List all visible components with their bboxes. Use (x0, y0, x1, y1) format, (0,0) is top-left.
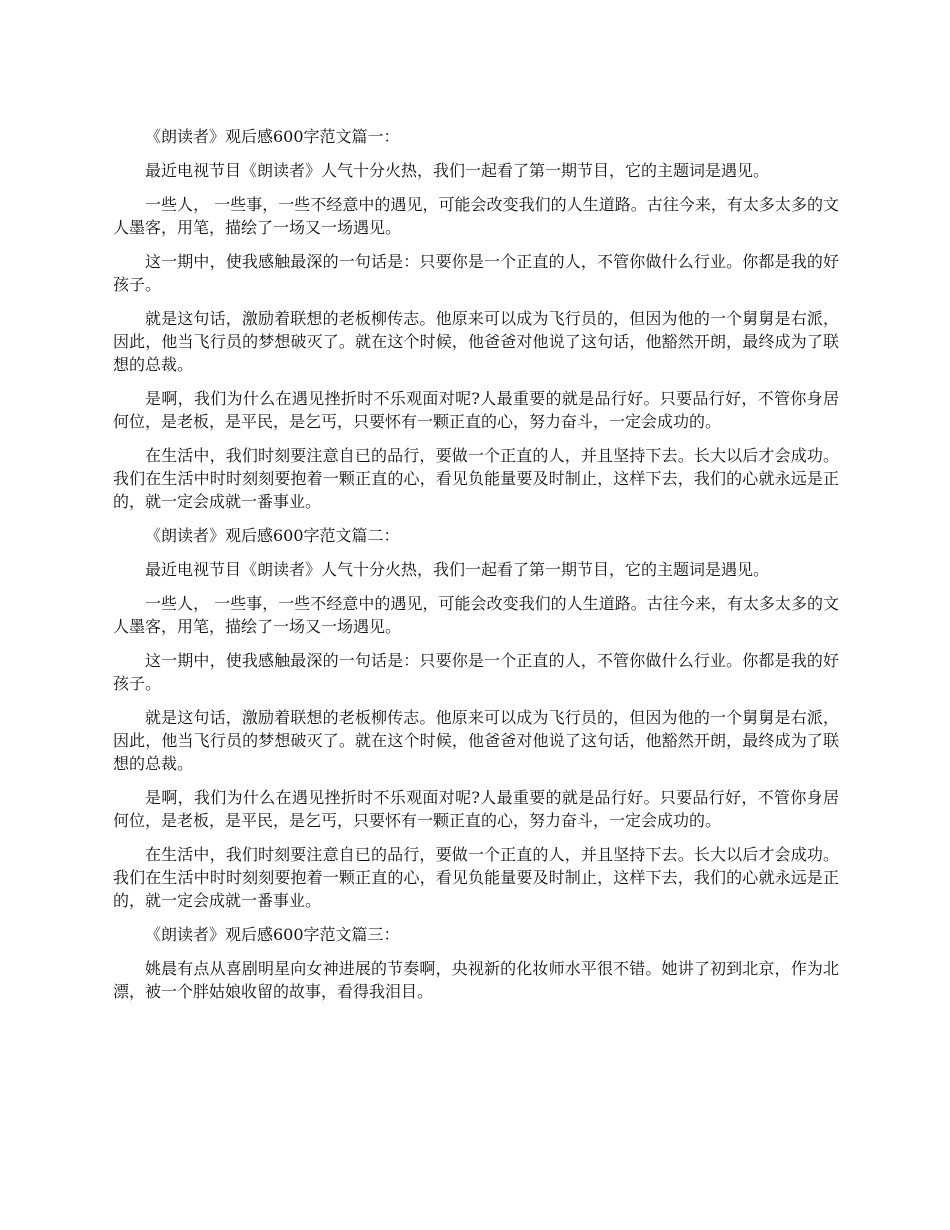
paragraph: 最近电视节目《朗读者》人气十分火热，我们一起看了第一期节目，它的主题词是遇见。 (145, 560, 770, 579)
paragraph: 是啊，我们为什么在遇见挫折时不乐观面对呢?人最重要的就是品行好。只要品行好，不管你身居何位，是老板，是平民，是乞丐，只要怀有一颗正直的心，努力奋斗，一定会成功的。 (113, 788, 839, 830)
paragraph: 这一期中，使我感触最深的一句话是：只要你是一个正直的人，不管你做什么行业。你都是我的好孩子。 (113, 252, 839, 294)
paragraph: 是啊，我们为什么在遇见挫折时不乐观面对呢?人最重要的就是品行好。只要品行好，不管你身居何位，是老板，是平民，是乞丐，只要怀有一颗正直的心，努力奋斗，一定会成功的。 (113, 389, 839, 431)
paragraph: 在生活中，我们时刻要注意自已的品行，要做一个正直的人，并且坚持下去。长大以后才会成功。我们在生活中时时刻刻要抱着一颗正直的心，看见负能量要及时制止，这样下去，我们的心就永远是正的，就一定会成就一番事业。 (113, 446, 839, 511)
section-heading-2: 《朗读者》观后感600字范文篇二： (145, 526, 400, 545)
paragraph: 最近电视节目《朗读者》人气十分火热，我们一起看了第一期节目，它的主题词是遇见。 (145, 161, 770, 180)
paragraph: 在生活中，我们时刻要注意自已的品行，要做一个正直的人，并且坚持下去。长大以后才会成功。我们在生活中时时刻刻要抱着一颗正直的心，看见负能量要及时制止，这样下去，我们的心就永远是正的，就一定会成就一番事业。 (113, 845, 839, 910)
section-heading-1: 《朗读者》观后感600字范文篇一： (145, 127, 400, 146)
paragraph: 这一期中，使我感触最深的一句话是：只要你是一个正直的人，不管你做什么行业。你都是我的好孩子。 (113, 651, 839, 693)
section-heading-3: 《朗读者》观后感600字范文篇三： (145, 925, 400, 944)
paragraph: 一些人， 一些事，一些不经意中的遇见，可能会改变我们的人生道路。古往今来，有太多太多的文人墨客，用笔，描绘了一场又一场遇见。 (113, 195, 839, 237)
paragraph: 就是这句话，激励着联想的老板柳传志。他原来可以成为飞行员的，但因为他的一个舅舅是右派，因此，他当飞行员的梦想破灭了。就在这个时候，他爸爸对他说了这句话，他豁然开朗，最终成为了联想的总裁。 (113, 309, 839, 374)
paragraph: 一些人， 一些事，一些不经意中的遇见，可能会改变我们的人生道路。古往今来，有太多太多的文人墨客，用笔，描绘了一场又一场遇见。 (113, 594, 839, 636)
paragraph: 就是这句话，激励着联想的老板柳传志。他原来可以成为飞行员的，但因为他的一个舅舅是右派，因此，他当飞行员的梦想破灭了。就在这个时候，他爸爸对他说了这句话，他豁然开朗，最终成为了联想的总裁。 (113, 708, 839, 773)
document-body (113, 125, 839, 1014)
paragraph: 姚晨有点从喜剧明星向女神进展的节奏啊，央视新的化妆师水平很不错。她讲了初到北京，作为北 漂，被一个胖姑娘收留的故事，看得我泪目。 (113, 959, 839, 1001)
